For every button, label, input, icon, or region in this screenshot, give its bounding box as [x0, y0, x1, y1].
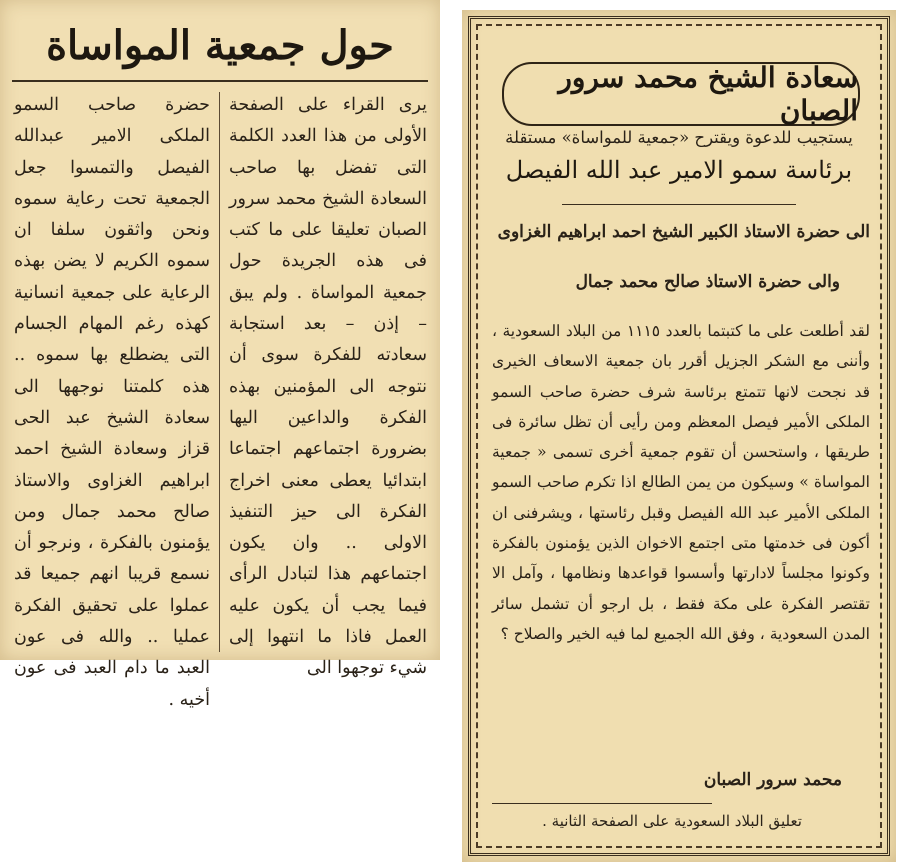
right-article-body: لقد أطلعت على ما كتبتما بالعدد ١١١٥ من البلاد السعودية ، وأننى مع الشكر الجزيل أقرر بان جمعية الاسعاف الخيرى قد نجحت لانها تتمتع برئاسة شرف حضرة صاحب السمو الملكى الأمير فيصل المعظم ومن رأيى أن تظل سائرة فى طريقها ، واستحسن أن تقوم جمعية أخرى تسمى « جمعية المواساة » وسيكون من يمن الطالع اذا تكرم صاحب السمو الملكى الأمير عبد الله الفيصل وقبل رئاستها ، ويشرفنى ان أكون فى خدمتها متى اجتمع الاخوان الذين يؤمنون بالفكرة وكونوا مجلساً لادارتها وأسسوا قواعدها ونظامها ، وآمل الا تقتصر الفكرة على مكة فقط ، بل ارجو أن تشمل سائر المدن السعودية ، وفق الله الجميع لما فيه الخير والصلاح ؟	[492, 322, 870, 643]
left-clipping	[0, 0, 440, 710]
column-divider	[219, 92, 220, 652]
signature-rule	[492, 803, 712, 804]
left-headline: حول جمعية المواساة	[12, 10, 428, 82]
left-article-left-column	[14, 90, 210, 710]
address-line-1: الى حضرة الاستاذ الكبير الشيخ احمد ابراهيم الغزاوى	[497, 222, 870, 242]
right-article-title: سعادة الشيخ محمد سرور الصبان	[502, 62, 860, 126]
address-line-2: والى حضرة الاستاذ صالح محمد جمال	[575, 272, 840, 292]
right-article-subtitle-1: يستجيب للدعوة ويقترح «جمعية للمواساة» مستقلة	[505, 128, 853, 147]
title-rule	[562, 204, 796, 205]
signature: محمد سرور الصبان	[703, 770, 842, 790]
footer-note: تعليق البلاد السعودية على الصفحة الثانية .	[542, 812, 802, 830]
left-article-right-text: يرى القراء على الصفحة الأولى من هذا العدد الكلمة التى تفضل بها صاحب السعادة الشيخ محمد سرور الصبان تعليقا على ما كتب فى هذه الجريدة حول جمعية المواساة . ولم يبق – إذن – بعد استجابة سعادته للفكرة سوى أن نتوجه الى المؤمنين بهذه الفكرة والداعين اليها بضرورة اجتماعهم اجتماعا ابتدائيا يعطى معنى اخراج الفكرة الى حيز التنفيذ الاولى .. وان يكون اجتماعهم هذا لتبادل الرأى فيما يجب أن يكون عليه العمل فاذا ما انتهوا إلى شيء توجهوا الى	[229, 95, 427, 679]
right-clipping	[462, 10, 896, 862]
left-article-left-text: حضرة صاحب السمو الملكى الامير عبدالله الفيصل والتمسوا جعل الجمعية تحت رعاية سموه ونحن واثقون سلفا ان سموه الكريم لا يضن بهذه الرعاية على جمعية انسانية كهذه رغم المهام الجسام التى يضطلع بها سموه .. هذه كلمتنا نوجهها الى سعادة الشيخ عبد الحى قزاز وسعادة الشيخ احمد ابراهيم الغزاوى والاستاذ صالح محمد جمال ومن يؤمنون بالفكرة ، ونرجو أن نسمع قريبا انهم جميعا قد عملوا على تحقيق الفكرة عمليا .. والله فى عون العبد ما دام العبد فى عون أخيه .	[14, 95, 210, 710]
right-article-subtitle-2: برئاسة سمو الامير عبد الله الفيصل	[505, 156, 853, 184]
left-article-right-column	[229, 90, 427, 679]
